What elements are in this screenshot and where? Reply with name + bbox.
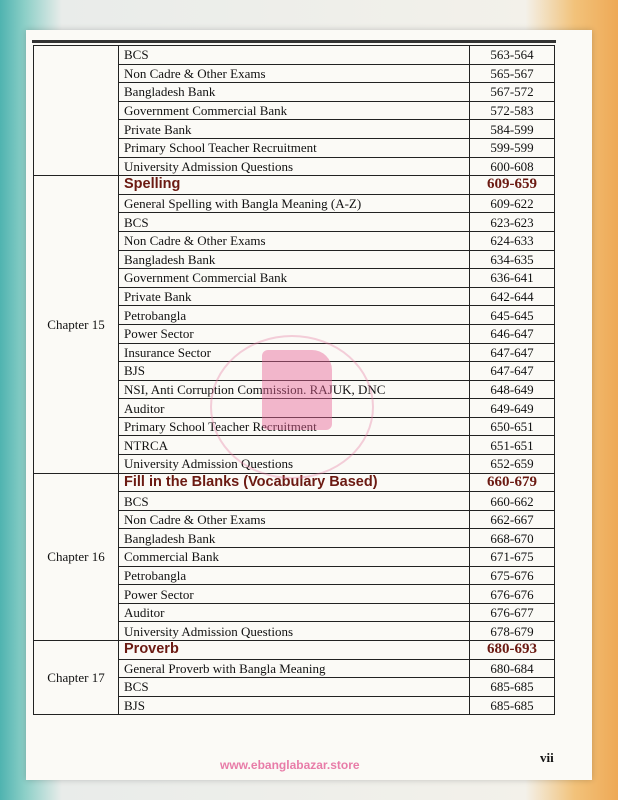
table-row <box>34 46 555 65</box>
entry-title: General Proverb with Bangla Meaning <box>119 659 470 678</box>
entry-pages: 662-667 <box>470 510 555 529</box>
chapter-pages: 680-693 <box>470 641 555 660</box>
chapter-label: Chapter 15 <box>34 176 119 474</box>
chapter-heading-row <box>34 473 555 492</box>
chapter-title: Proverb <box>119 641 470 660</box>
entry-title: Power Sector <box>119 585 470 604</box>
entry-title: Petrobangla <box>119 306 470 325</box>
entry-pages: 675-676 <box>470 566 555 585</box>
entry-title: Primary School Teacher Recruitment <box>119 417 470 436</box>
entry-pages: 671-675 <box>470 548 555 567</box>
entry-title: Bangladesh Bank <box>119 529 470 548</box>
entry-title: Non Cadre & Other Exams <box>119 64 470 83</box>
entry-pages: 647-647 <box>470 343 555 362</box>
entry-pages: 645-645 <box>470 306 555 325</box>
chapter-pages: 660-679 <box>470 473 555 492</box>
entry-pages: 650-651 <box>470 417 555 436</box>
entry-pages: 676-676 <box>470 585 555 604</box>
entry-title: BCS <box>119 678 470 697</box>
entry-title: General Spelling with Bangla Meaning (A-Z) <box>119 194 470 213</box>
chapter-heading-row <box>34 176 555 195</box>
watermark-text: www.ebanglabazar.store <box>220 758 360 772</box>
entry-pages: 685-685 <box>470 696 555 715</box>
chapter-heading-row <box>34 641 555 660</box>
entry-pages: 660-662 <box>470 492 555 511</box>
entry-pages: 652-659 <box>470 455 555 474</box>
entry-title: Government Commercial Bank <box>119 101 470 120</box>
entry-title: BJS <box>119 696 470 715</box>
chapter-label: Chapter 16 <box>34 473 119 640</box>
entry-pages: 646-647 <box>470 324 555 343</box>
chapter-title: Spelling <box>119 176 470 195</box>
entry-pages: 685-685 <box>470 678 555 697</box>
entry-title: Non Cadre & Other Exams <box>119 231 470 250</box>
entry-pages: 623-623 <box>470 213 555 232</box>
entry-title: University Admission Questions <box>119 157 470 176</box>
entry-title: Private Bank <box>119 120 470 139</box>
entry-pages: 584-599 <box>470 120 555 139</box>
entry-title: BCS <box>119 492 470 511</box>
entry-title: BCS <box>119 213 470 232</box>
entry-title: Insurance Sector <box>119 343 470 362</box>
entry-pages: 651-651 <box>470 436 555 455</box>
entry-title: Bangladesh Bank <box>119 250 470 269</box>
entry-pages: 600-608 <box>470 157 555 176</box>
entry-title: BCS <box>119 46 470 65</box>
entry-title: University Admission Questions <box>119 622 470 641</box>
entry-pages: 678-679 <box>470 622 555 641</box>
entry-title: University Admission Questions <box>119 455 470 474</box>
entry-title: NTRCA <box>119 436 470 455</box>
chapter-cell <box>34 46 119 176</box>
entry-title: Government Commercial Bank <box>119 269 470 288</box>
entry-title: Auditor <box>119 399 470 418</box>
entry-pages: 563-564 <box>470 46 555 65</box>
entry-pages: 572-583 <box>470 101 555 120</box>
entry-title: NSI, Anti Corruption Commission. RAJUK, DNC <box>119 380 470 399</box>
chapter-title: Fill in the Blanks (Vocabulary Based) <box>119 473 470 492</box>
entry-title: Bangladesh Bank <box>119 83 470 102</box>
page-number: vii <box>540 750 554 765</box>
entry-pages: 624-633 <box>470 231 555 250</box>
entry-title: Non Cadre & Other Exams <box>119 510 470 529</box>
entry-title: Primary School Teacher Recruitment <box>119 138 470 157</box>
entry-pages: 648-649 <box>470 380 555 399</box>
entry-title: BJS <box>119 362 470 381</box>
entry-pages: 647-647 <box>470 362 555 381</box>
entry-pages: 636-641 <box>470 269 555 288</box>
entry-title: Power Sector <box>119 324 470 343</box>
top-rule <box>32 40 556 43</box>
contents-table <box>33 45 555 715</box>
entry-pages: 649-649 <box>470 399 555 418</box>
entry-pages: 680-684 <box>470 659 555 678</box>
entry-title: Petrobangla <box>119 566 470 585</box>
entry-pages: 567-572 <box>470 83 555 102</box>
chapter-pages: 609-659 <box>470 176 555 195</box>
entry-title: Private Bank <box>119 287 470 306</box>
entry-pages: 668-670 <box>470 529 555 548</box>
entry-pages: 634-635 <box>470 250 555 269</box>
entry-pages: 565-567 <box>470 64 555 83</box>
entry-title: Auditor <box>119 603 470 622</box>
entry-pages: 609-622 <box>470 194 555 213</box>
entry-pages: 642-644 <box>470 287 555 306</box>
entry-pages: 676-677 <box>470 603 555 622</box>
entry-title: Commercial Bank <box>119 548 470 567</box>
entry-pages: 599-599 <box>470 138 555 157</box>
chapter-label: Chapter 17 <box>34 641 119 715</box>
